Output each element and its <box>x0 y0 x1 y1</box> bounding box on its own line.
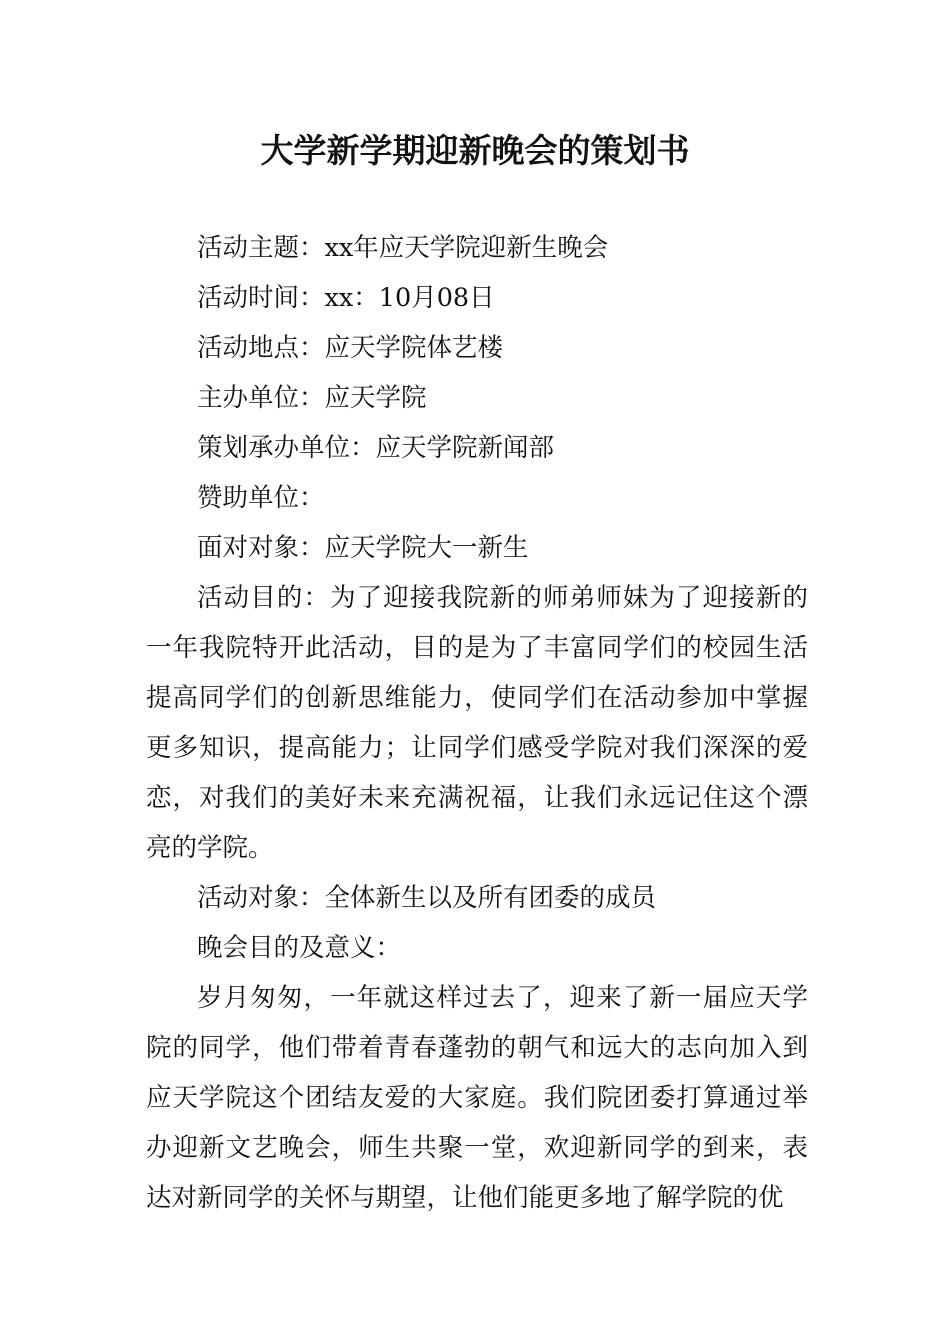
activity-audience: 活动对象：全体新生以及所有团委的成员 <box>197 883 657 913</box>
field-location: 活动地点：应天学院体艺楼 <box>197 333 504 363</box>
field-sponsor: 赞助单位： <box>197 483 325 513</box>
document-title: 大学新学期迎新晚会的策划书 <box>260 131 690 170</box>
field-time: 活动时间：xx：10月08日 <box>197 283 495 313</box>
field-audience: 面对对象：应天学院大一新生 <box>197 533 529 563</box>
field-organizer: 主办单位：应天学院 <box>197 383 427 413</box>
field-theme: 活动主题：xx年应天学院迎新生晚会 <box>197 233 609 263</box>
significance-heading: 晚会目的及意义： <box>197 933 402 963</box>
document-body <box>146 223 808 1223</box>
significance-paragraph: 岁月匆匆，一年就这样过去了，迎来了新一届应天学院的同学，他们带着青春蓬勃的朝气和远大的志向加入到应天学院这个团结友爱的大家庭。我们院团委打算通过举办迎新文艺晚会，师生共聚一堂，欢迎新同学的到来，表达对新同学的关怀与期望，让他们能更多地了解学院的优 <box>146 983 808 1213</box>
purpose-paragraph: 活动目的：为了迎接我院新的师弟师妹为了迎接新的一年我院特开此活动，目的是为了丰富同学们的校园生活提高同学们的创新思维能力，使同学们在活动参加中掌握更多知识，提高能力；让同学们感受学院对我们深深的爱恋，对我们的美好未来充满祝福，让我们永远记住这个漂亮的学院。 <box>146 583 808 863</box>
field-planner: 策划承办单位：应天学院新闻部 <box>197 433 555 463</box>
